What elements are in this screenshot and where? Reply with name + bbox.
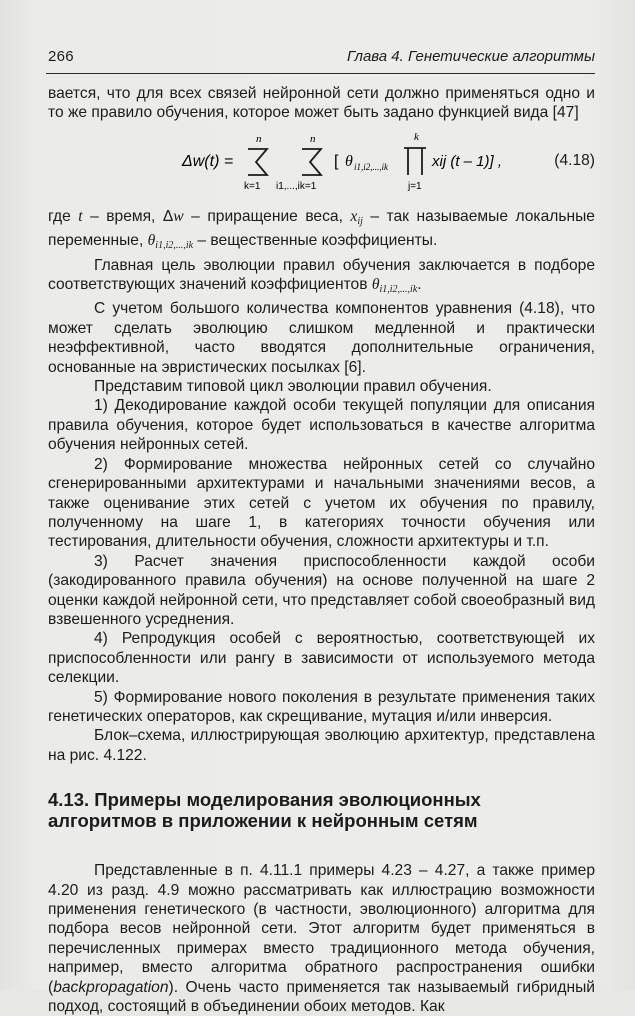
page-number: 266 — [48, 48, 74, 65]
sum2-sign — [302, 149, 321, 175]
theta-subscript: i1,i2,...,ik — [354, 161, 388, 172]
section-heading-line-1: 4.13. Примеры моделирования эволюционных — [48, 789, 481, 811]
theta-symbol: θ — [345, 152, 353, 170]
formula-4-18 — [48, 129, 595, 199]
text-fragment: – приращение веса, — [183, 207, 351, 225]
text-fragment: – вещественные коэффициенты. — [193, 232, 438, 250]
paragraph-examples — [48, 861, 595, 1016]
text-fragment: . — [417, 276, 422, 294]
text-fragment: Главная цель эволюции правил обучения заключается в подборе соответствующих значений коэффициентов — [48, 256, 595, 294]
list-item-step-2: 2) Формирование множества нейронных сетей со случайно сгенерированными архитектурами и начальными значениями весов, а также оценивание этих сетей с учетом их обучения по правилу, полученному на шаге 1, в категориях точности обучения или тестирования, длительности обучения, сложности архитектуры и т.п. — [48, 455, 595, 551]
sum1-lower: k=1 — [244, 180, 261, 192]
paragraph-main-goal — [48, 256, 595, 300]
text-fragment: – время, Δ — [82, 207, 174, 225]
var-x: x — [350, 207, 358, 225]
bracket-open: [ — [334, 152, 339, 170]
var-w: w — [173, 207, 184, 225]
sum2-upper: n — [310, 132, 316, 145]
running-title: Глава 4. Генетические алгоритмы — [346, 48, 595, 65]
term-backpropagation: backpropagation — [53, 978, 169, 996]
formula-term: xij (t – 1)] , — [432, 152, 503, 170]
header-rule — [46, 73, 595, 74]
text-fragment: – так называемые локальные переменные, — [48, 207, 595, 250]
product-sign — [404, 148, 426, 175]
section-heading-line-2: алгоритмов в приложении к нейронным сетям — [48, 810, 478, 832]
page-header — [48, 48, 595, 65]
sum2-lower: i1,...,ik=1 — [276, 180, 317, 192]
var-theta: θ — [147, 232, 156, 250]
prod-lower: j=1 — [408, 180, 422, 192]
list-item-step-5: 5) Формирование нового поколения в результате применения таких генетических операторов, как скрещивание, мутация и/или инверсия. — [48, 688, 595, 725]
section-heading — [48, 789, 595, 831]
list-item-step-3: 3) Расчет значения приспособленности каждой особи (закодированного правила обучения) на основе полученной на шаге 2 оценки каждой нейронной сети, что представляет собой своеобразный вид взвешенного усреднения. — [48, 552, 596, 628]
paragraph-constraints: С учетом большого количества компонентов уравнения (4.18), что может сделать эволюцию слишком медленной и практически неэффективной, часто вводятся дополнительные ограничения, основанные на эвристических посылках [6]. — [48, 300, 595, 376]
var-theta-subscript: i1,i2,...,ik — [155, 240, 194, 252]
prod-upper: k — [414, 130, 419, 143]
text-fragment: ). Очень часто применяется так называемый гибридный подход, состоящий в объединении обоих методов. Как — [48, 978, 595, 1016]
paragraph-cycle-intro: Представим типовой цикл эволюции правил обучения. — [94, 378, 492, 396]
sum1-sign — [248, 149, 267, 175]
formula-lhs: Δw(t) = — [182, 152, 234, 170]
var-theta: θ — [371, 276, 380, 294]
paragraph-variables — [48, 207, 595, 256]
var-t: t — [78, 207, 83, 225]
text-fragment: где — [48, 207, 79, 225]
text-fragment: Представленные в п. 4.11.1 примеры 4.23 – 4.27, а также пример 4.20 из разд. 4.9 можно рассматривать как иллюстрацию возможности применения генетического (в частности, эволюционного) алгоритма для подбора весов нейронной сети. Этот алгоритм будет применяться в перечисленных примерах вместо традиционного метода обучения, например, вместо алгоритма обратного распространения ошибки ( — [48, 862, 595, 996]
page-body — [48, 84, 595, 1016]
sum1-upper: n — [256, 132, 262, 145]
var-x-subscript: ij — [357, 215, 363, 227]
paragraph-intro: вается, что для всех связей нейронной сети должно применяться одно и то же правило обучения, которое может быть задано функцией вида [47] — [48, 85, 595, 122]
equation-number: (4.18) — [554, 151, 595, 169]
paragraph-flowchart-ref: Блок–схема, иллюстрирующая эволюцию архитектур, представлена на рис. 4.122. — [48, 727, 595, 764]
list-item-step-4: 4) Репродукция особей с вероятностью, соответствующей их приспособленности или рангу в зависимости от используемого метода селекции. — [48, 630, 595, 687]
list-item-step-1: 1) Декодирование каждой особи текущей популяции для описания правила обучения, которое будет использоваться в качестве алгоритма обучения нейронных сетей. — [48, 397, 595, 454]
var-theta-subscript: i1,i2,...,ik — [379, 284, 418, 296]
formula-graphic — [48, 129, 518, 199]
